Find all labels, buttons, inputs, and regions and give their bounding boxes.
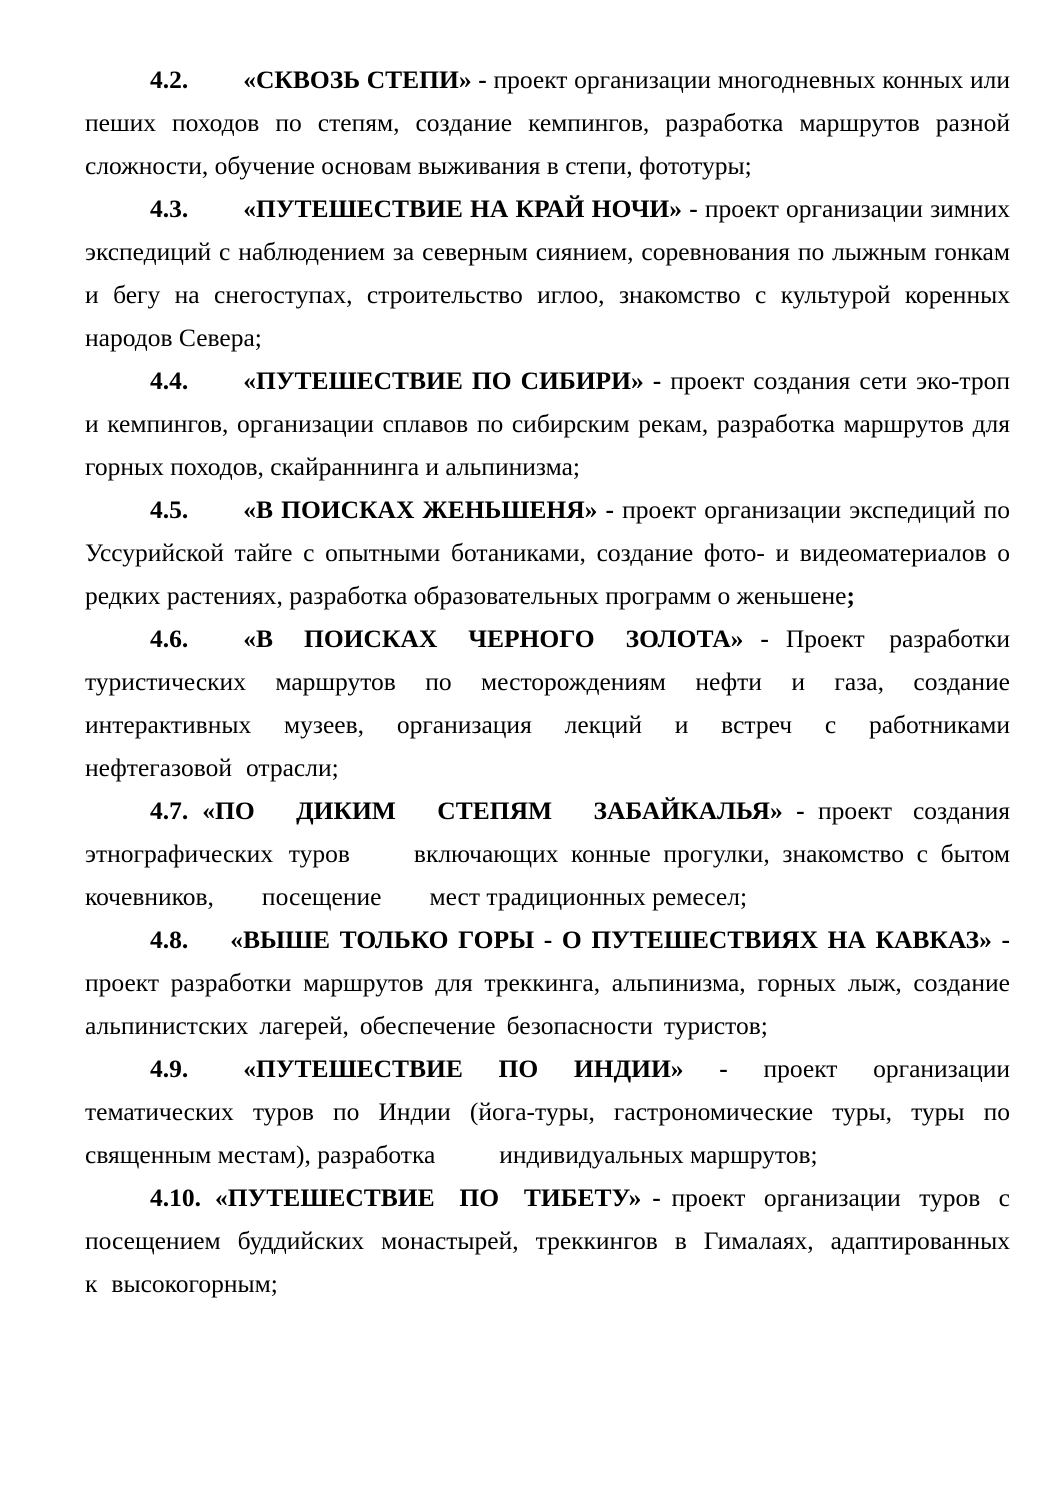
- item-body-part-2: включающих конные прогулки, знакомство с бытом кочевников,: [85, 839, 1010, 911]
- list-item-4-9: [85, 1047, 1010, 1176]
- item-body: проект организации экспедиций по Уссурийской тайге с опытными ботаниками, создание фото- и видеоматериалов о редких растениях, разработка образовательных программ о женьшене: [85, 495, 1010, 610]
- item-title: «ВЫШЕ ТОЛЬКО ГОРЫ - О ПУТЕШЕСТВИЯХ НА КАВКАЗ»: [230, 925, 992, 954]
- list-item-4-8: [85, 918, 1010, 1047]
- item-number: 4.8.: [150, 925, 189, 954]
- item-title: «ПУТЕШЕСТВИЕ ПО СИБИРИ»: [243, 366, 644, 395]
- item-dash: -: [683, 1054, 764, 1083]
- item-title: «ПУТЕШЕСТВИЕ ПО ИНДИИ»: [243, 1054, 684, 1083]
- document-body: [85, 58, 1010, 1305]
- item-title: «В ПОИСКАХ ЖЕНЬШЕНЯ»: [243, 495, 598, 524]
- item-dash: -: [743, 624, 786, 653]
- item-body: проект организации зимних экспедиций с наблюдением за северным сиянием, соревнования по лыжным гонкам и бегу на снегоступах, строительство иглоо, знакомство с культурой коренных народов Севера;: [85, 194, 1010, 352]
- list-item-4-7: [85, 789, 1010, 918]
- item-dash: -: [471, 65, 494, 94]
- item-title: «ПУТЕШЕСТВИЕ ПО ТИБЕТУ»: [215, 1183, 642, 1212]
- item-body: проект разработки маршрутов для треккинга, альпинизма, горных лыж, создание альпинистских лагерей, обеспечение безопасности туристов;: [85, 968, 1010, 1040]
- item-number: 4.7.: [150, 796, 189, 825]
- item-title: «СКВОЗЬ СТЕПИ»: [243, 65, 472, 94]
- list-item-4-10: [85, 1176, 1010, 1305]
- item-title: «ПУТЕШЕСТВИЕ НА КРАЙ НОЧИ»: [243, 194, 683, 223]
- item-body-part-1: проект создания этнографических туров: [85, 796, 1010, 868]
- item-body: проект создания сети эко-троп и кемпингов, организации сплавов по сибирским рекам, разработка маршрутов для горных походов, скайраннинга и альпинизма;: [85, 366, 1010, 481]
- item-dash: -: [682, 194, 705, 223]
- item-number: 4.9.: [150, 1054, 189, 1083]
- list-item-4-4: [85, 359, 1010, 488]
- item-body-part-3: посещение: [261, 882, 382, 911]
- item-dash: -: [991, 925, 1010, 954]
- list-item-4-2: [85, 58, 1010, 187]
- item-number: 4.4.: [150, 366, 189, 395]
- item-dash: -: [782, 796, 818, 825]
- item-body-part-1: проект организации тематических туров по Индии (йога-туры, гастрономические туры, туры по священным местам), разработка: [85, 1054, 1011, 1169]
- item-body: проект организации многодневных конных или пеших походов по степям, создание кемпингов, разработка маршрутов разной сложности, обучение основам выживания в степи, фототуры;: [85, 65, 1010, 180]
- item-title: «В ПОИСКАХ ЧЕРНОГО ЗОЛОТА»: [243, 624, 744, 653]
- item-dash: -: [643, 366, 671, 395]
- item-dash: -: [597, 495, 623, 524]
- item-dash: -: [641, 1183, 672, 1212]
- item-body: Проект разработки туристических маршрутов по месторождениям нефти и газа, создание интерактивных музеев, организация лекций и встреч с работниками нефтегазовой отрасли;: [85, 624, 1011, 782]
- item-number: 4.2.: [150, 65, 189, 94]
- item-body-part-2: индивидуальных маршрутов;: [499, 1140, 818, 1169]
- item-body-tail: ;: [846, 581, 855, 610]
- item-body: проект организации туров с посещением буддийских монастырей, треккингов в Гималаях, адаптированных к высокогорным;: [85, 1183, 1010, 1298]
- item-number: 4.10.: [150, 1183, 201, 1212]
- list-item-4-5: [85, 488, 1010, 617]
- item-title: «ПО ДИКИМ СТЕПЯМ ЗАБАЙКАЛЬЯ»: [202, 796, 783, 825]
- item-number: 4.5.: [150, 495, 189, 524]
- item-number: 4.6.: [150, 624, 189, 653]
- list-item-4-6: [85, 617, 1010, 789]
- item-number: 4.3.: [150, 194, 189, 223]
- list-item-4-3: [85, 187, 1010, 359]
- item-body-part-4: мест традиционных ремесел;: [429, 882, 748, 911]
